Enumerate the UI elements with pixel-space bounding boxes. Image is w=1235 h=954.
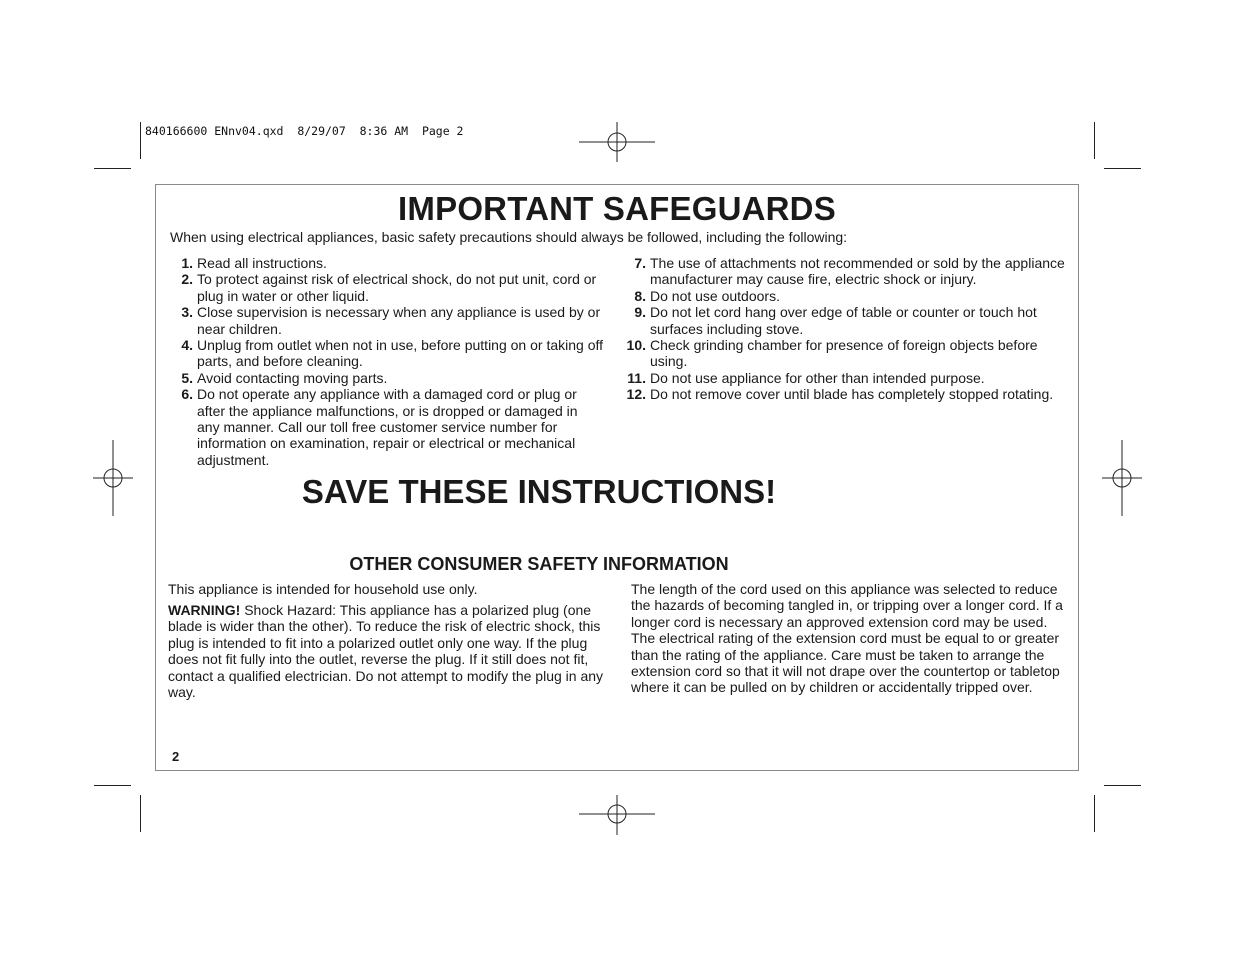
safeguard-number: 11. bbox=[627, 369, 646, 386]
safeguard-text: Check grinding chamber for presence of foreign objects before using. bbox=[650, 337, 1038, 370]
safeguard-text: The use of attachments not recommended or sold by the appliance manufacturer may cause fire, electric shock or injury. bbox=[650, 255, 1065, 288]
registration-mark-icon bbox=[579, 795, 655, 835]
page-title: IMPORTANT SAFEGUARDS bbox=[398, 190, 836, 227]
safeguard-number: 3. bbox=[181, 304, 193, 321]
safeguard-number: 5. bbox=[181, 369, 193, 386]
crop-mark bbox=[1094, 795, 1095, 832]
crop-mark bbox=[94, 168, 131, 169]
page-number: 2 bbox=[172, 749, 180, 764]
safeguard-item bbox=[174, 271, 604, 304]
registration-mark-icon bbox=[1102, 440, 1142, 516]
cord-paragraph: The length of the cord used on this appliance was selected to reduce the hazards of becoming tangled in, or tripping over a longer cord. If a longer cord is necessary an approved extension cord may be used. The electrical rating of the extension cord must be equal to or greater than the rating of the appliance. Care must be taken to arrange the extension cord so that it will not drape over the countertop or tabletop where it can be pulled on by children or accidentally tripped over. bbox=[631, 581, 1063, 696]
safeguard-item bbox=[174, 386, 604, 468]
file-slug-line: 840166600 ENnv04.qxd 8/29/07 8:36 AM Page 2 bbox=[145, 124, 464, 138]
safeguard-text: To protect against risk of electrical shock, do not put unit, cord or plug in water or other liquid. bbox=[197, 271, 597, 304]
other-safety-heading: OTHER CONSUMER SAFETY INFORMATION bbox=[349, 554, 729, 574]
crop-mark bbox=[94, 785, 131, 786]
safeguard-item bbox=[625, 337, 1065, 370]
household-note: This appliance is intended for household use only. bbox=[168, 581, 478, 597]
safeguards-list-left bbox=[174, 255, 604, 468]
safeguard-item bbox=[625, 386, 1065, 402]
crop-mark bbox=[140, 122, 141, 159]
safeguard-text: Close supervision is necessary when any appliance is used by or near children. bbox=[197, 304, 601, 337]
warning-label: WARNING! bbox=[168, 602, 241, 618]
safeguard-text: Avoid contacting moving parts. bbox=[197, 369, 388, 386]
safeguard-item bbox=[625, 370, 1065, 386]
safeguard-text: Unplug from outlet when not in use, before putting on or taking off parts, and before cleaning. bbox=[197, 337, 603, 370]
safeguard-item bbox=[174, 337, 604, 370]
safeguard-number: 8. bbox=[634, 287, 646, 304]
safeguard-number: 6. bbox=[181, 386, 193, 403]
safeguard-number: 7. bbox=[634, 255, 646, 271]
safeguard-item bbox=[174, 255, 604, 271]
safeguard-item bbox=[625, 304, 1065, 337]
registration-mark-icon bbox=[93, 440, 133, 516]
safeguard-text: Do not operate any appliance with a damaged cord or plug or after the appliance malfunctions, or is dropped or damaged in any manner. Call our toll free customer service number for information on examination, repair or electrical or mechanical adjustment. bbox=[197, 386, 578, 468]
safeguard-text: Do not remove cover until blade has completely stopped rotating. bbox=[650, 386, 1054, 403]
safeguard-text: Do not use appliance for other than intended purpose. bbox=[650, 369, 985, 386]
safeguard-item bbox=[174, 304, 604, 337]
crop-mark bbox=[1104, 168, 1141, 169]
save-instructions-heading: SAVE THESE INSTRUCTIONS! bbox=[301, 473, 777, 510]
safeguard-number: 12. bbox=[626, 386, 646, 403]
safeguard-item bbox=[625, 255, 1065, 288]
safeguard-number: 2. bbox=[181, 271, 193, 288]
registration-mark-icon bbox=[579, 122, 655, 162]
crop-mark bbox=[1094, 122, 1095, 159]
safeguard-number: 1. bbox=[181, 255, 193, 271]
safeguard-number: 9. bbox=[634, 304, 646, 321]
safeguard-number: 4. bbox=[181, 337, 193, 354]
safeguard-item bbox=[625, 288, 1065, 304]
safeguard-text: Do not use outdoors. bbox=[650, 287, 780, 304]
safeguard-number: 10. bbox=[626, 337, 646, 354]
intro-text: When using electrical appliances, basic safety precautions should always be followed, including the following: bbox=[170, 229, 848, 245]
warning-paragraph bbox=[168, 602, 608, 700]
safeguards-list-right bbox=[625, 255, 1065, 403]
safeguard-item bbox=[174, 370, 604, 386]
warning-text: Shock Hazard: This appliance has a polarized plug (one blade is wider than the other). To reduce the risk of electric shock, this plug is intended to fit into a polarized outlet only one way. If the plug does not fit fully into the outlet, reverse the plug. If it still does not fit, contact a qualified electrician. Do not attempt to modify the plug in any way. bbox=[168, 602, 604, 701]
crop-mark bbox=[140, 795, 141, 832]
safeguard-text: Do not let cord hang over edge of table or counter or touch hot surfaces including stove. bbox=[650, 304, 1037, 337]
safeguard-text: Read all instructions. bbox=[197, 255, 327, 271]
crop-mark bbox=[1104, 785, 1141, 786]
